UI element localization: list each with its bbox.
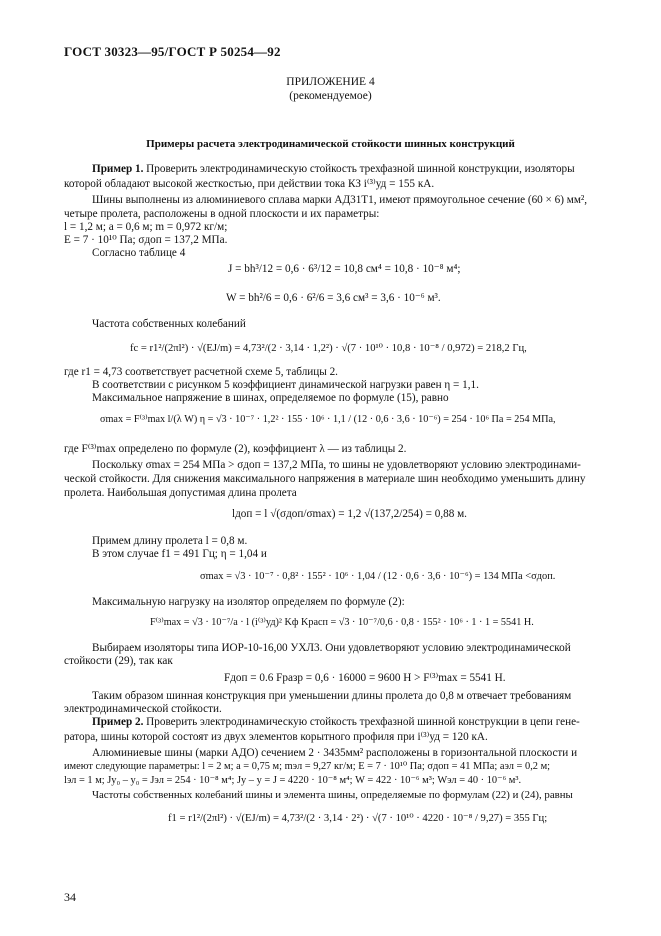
ex1-line-11: Максимальное напряжение в шинах, определяемое по формуле (15), равно — [92, 392, 449, 404]
ex1-line-17: В этом случае f1 = 491 Гц; η = 1,04 и — [92, 548, 267, 560]
ex1-line-3: Шины выполнены из алюминиевого сплава марки АД31Т1, имеют прямоугольное сечение (60 × 6) мм², — [92, 194, 588, 206]
ex1-line-9: где r1 = 4,73 соответствует расчетной схеме 5, таблицы 2. — [64, 366, 338, 378]
ex1-line-19: Выбираем изоляторы типа ИОР-10-16,00 УХЛ3. Они удовлетворяют условию электродинамической — [92, 642, 571, 654]
equation-F-max: F⁽³⁾max = √3 · 10⁻⁷/a · l (i⁽³⁾уд)² Kф Kрасп = √3 · 10⁻⁷/0,6 · 0,8 · 155² · 10⁶ · 1 · 1 = 5541 Н. — [150, 617, 534, 628]
equation-fc: fc = r1²/(2πl²) · √(EJ/m) = 4,73²/(2 · 3,14 · 1,2²) · √(7 · 10¹⁰ · 10,8 · 10⁻⁸ / 0,972) = 218,2 Гц, — [130, 343, 527, 354]
appendix-note: (рекомендуемое) — [289, 90, 372, 102]
equation-f1: f1 = r1²/(2πl²) · √(EJ/m) = 4,73²/(2 · 3,14 · 2²) · √(7 · 10¹⁰ · 4220 · 10⁻⁸ / 9,27) = 355 Гц; — [168, 813, 548, 824]
equation-J: J = bh³/12 = 0,6 · 6³/12 = 10,8 см⁴ = 10,8 · 10⁻⁸ м⁴; — [228, 263, 461, 275]
equation-F-dop: Fдоп = 0.6 Fразр = 0,6 · 16000 = 9600 Н > F⁽³⁾max = 5541 Н. — [224, 672, 506, 684]
appendix-label: ПРИЛОЖЕНИЕ 4 — [286, 76, 375, 88]
ex1-line-5: l = 1,2 м; a = 0,6 м; m = 0,972 кг/м; — [64, 221, 228, 233]
ex2-line-3: Алюминиевые шины (марки АДО) сечением 2 · 3435мм² расположены в горизонтальной плоскости и — [92, 747, 578, 759]
ex2-line-6: Частоты собственных колебаний шины и элемента шины, определяемые по формулам (22) и (24), равны — [92, 789, 573, 801]
ex2-line-5: lэл = 1 м; Jy₀ – y₀ = Jэл = 254 · 10⁻⁸ м⁴; Jy – y = J = 4220 · 10⁻⁸ м⁴; W = 422 · 10⁻⁶ м³; Wэл = 40 · 10⁻⁶ м³. — [64, 775, 522, 786]
equation-sigma-max-2: σmax = √3 · 10⁻⁷ · 0,8² · 155² · 10⁶ · 1,04 / (12 · 0,6 · 3,6 · 10⁻⁶) = 134 МПа <σдоп. — [200, 571, 556, 582]
ex2-text-1: Проверить электродинамическую стойкость трехфазной шинной конструкции в цепи гене- — [146, 716, 580, 728]
ex1-line-16: Примем длину пролета l = 0,8 м. — [92, 535, 248, 547]
ex1-line-6: E = 7 · 10¹⁰ Па; σдоп = 137,2 МПа. — [64, 234, 228, 246]
ex2-line-2: ратора, шины которой состоят из двух элементов корытного профиля при i⁽³⁾уд = 120 кА. — [64, 731, 488, 743]
section-title: Примеры расчета электродинамической стойкости шинных конструкций — [146, 138, 515, 150]
ex1-line-13: Поскольку σmax = 254 МПа > σдоп = 137,2 МПа, то шины не удовлетворяют условию электродинами- — [92, 459, 581, 471]
document-header: ГОСТ 30323—95/ГОСТ Р 50254—92 — [64, 44, 281, 59]
ex1-line-22: электродинамической стойкости. — [64, 703, 222, 715]
ex1-line-15: пролета. Наибольшая допустимая длина пролета — [64, 487, 297, 499]
ex1-line-7: Согласно таблице 4 — [92, 247, 186, 259]
equation-l-dop: lдоп = l √(σдоп/σmax) = 1,2 √(137,2/254) = 0,88 м. — [232, 508, 467, 520]
page-number: 34 — [64, 890, 76, 904]
equation-W: W = bh²/6 = 0,6 · 6²/6 = 3,6 см³ = 3,6 · 10⁻⁶ м³. — [226, 292, 441, 304]
ex1-line-2: которой обладают высокой жесткостью, при действии тока КЗ i⁽³⁾уд = 155 кА. — [64, 178, 435, 190]
ex1-line-8: Частота собственных колебаний — [92, 318, 246, 330]
ex1-line-20: стойкости (29), так как — [64, 655, 173, 667]
ex2-line-4: имеют следующие параметры: l = 2 м; a = 0,75 м; mэл = 9,27 кг/м; E = 7 · 10¹⁰ Па; σдоп = 41 МПа; aэл = 0,2 м; — [64, 761, 551, 772]
ex1-line-12: где F⁽³⁾max определено по формуле (2), коэффициент λ — из таблицы 2. — [64, 443, 407, 455]
ex2-lead: Пример 2. — [92, 716, 144, 728]
ex1-line-21: Таким образом шинная конструкция при уменьшении длины пролета до 0,8 м отвечает требованиям — [92, 690, 572, 702]
ex2-line-1 — [92, 715, 580, 729]
ex1-line-14: ческой стойкости. Для снижения максимального напряжения в материале шин необходимо уменьшить длину — [64, 473, 586, 485]
ex1-text-1: Проверить электродинамическую стойкость трехфазной шинной конструкции, изоляторы — [146, 163, 575, 175]
ex1-line-10: В соответствии с рисунком 5 коэффициент динамической нагрузки равен η = 1,1. — [92, 379, 479, 391]
equation-sigma-max: σmax = F⁽³⁾max l/(λ W) η = √3 · 10⁻⁷ · 1,2² · 155 · 10⁶ · 1,1 / (12 · 0,6 · 3,6 · 10⁻⁶) = 254 · 10⁶ Па = 254 МПа, — [100, 414, 556, 425]
ex1-line-1 — [92, 162, 575, 176]
ex1-line-4: четыре пролета, расположены в одной плоскости и их параметры: — [64, 208, 380, 220]
ex1-lead: Пример 1. — [92, 163, 144, 175]
ex1-line-18: Максимальную нагрузку на изолятор определяем по формуле (2): — [92, 596, 405, 608]
